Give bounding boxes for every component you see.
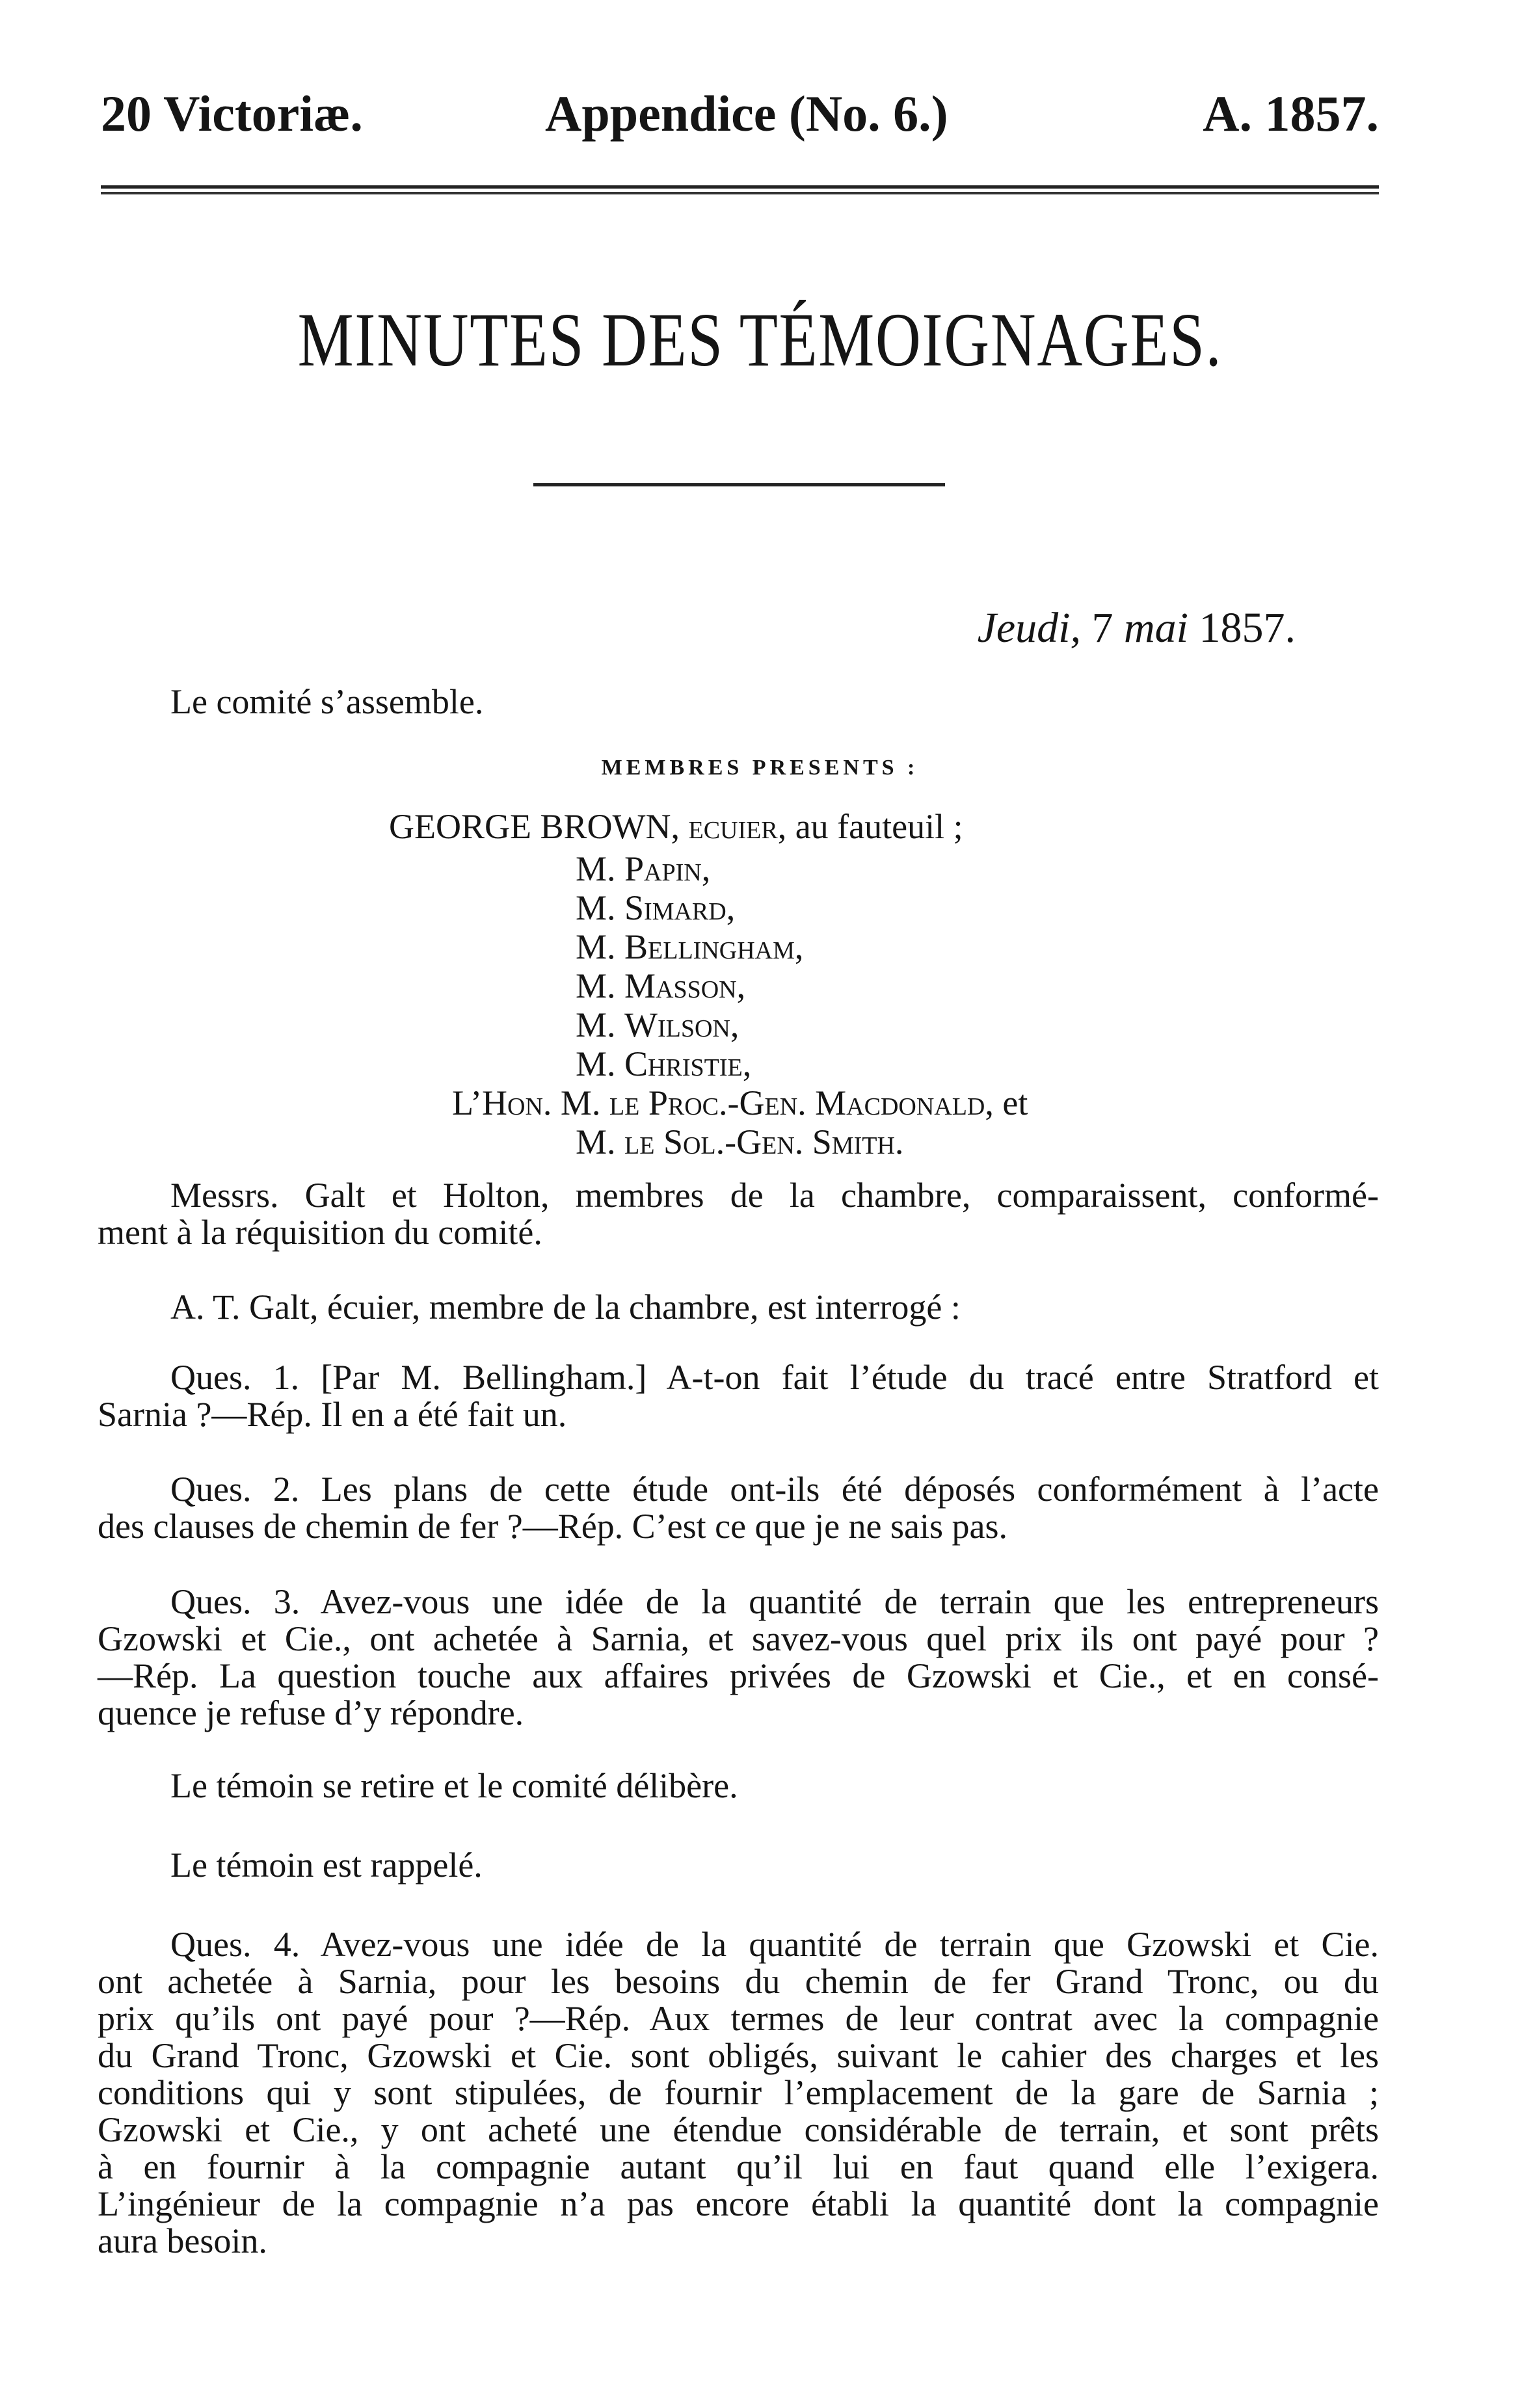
member-prefix: M. xyxy=(576,1122,616,1161)
text-line: Le témoin est rappelé. xyxy=(170,1846,483,1885)
member-name: Christie, xyxy=(624,1044,752,1083)
paragraph-witness-recalled xyxy=(98,1847,1379,1884)
member-honorific: L’Hon. xyxy=(452,1083,552,1122)
member-conjunction: et xyxy=(993,1083,1028,1122)
question-2 xyxy=(98,1471,1379,1545)
date-month: mai xyxy=(1124,604,1188,652)
text-line: du Grand Tronc, Gzowski et Cie. sont obligés, suivant le cahier des charges et les xyxy=(98,2036,1379,2075)
header-year: A. 1857. xyxy=(1203,85,1379,142)
member-entry xyxy=(452,1083,1028,1123)
text-line: prix qu’ils ont payé pour ?—Rép. Aux termes de leur contrat avec la compagnie xyxy=(98,1999,1379,2038)
date-day: Jeudi, xyxy=(977,604,1081,652)
intro-text: Le comité s’assemble. xyxy=(170,682,484,721)
member-prefix: M. xyxy=(576,1044,616,1083)
member-name: Papin, xyxy=(624,849,711,888)
member-prefix: M. xyxy=(576,849,616,888)
paragraph-witness-retires xyxy=(98,1767,1379,1805)
member-name: Bellingham, xyxy=(624,927,804,966)
member-name: Simard, xyxy=(624,888,736,927)
date-year: 1857. xyxy=(1199,604,1296,652)
member-entry xyxy=(576,966,745,1006)
text-line: conditions qui y sont stipulées, de fournir l’emplacement de la gare de Sarnia ; xyxy=(98,2073,1379,2112)
text-line: quence je refuse d’y répondre. xyxy=(98,1693,524,1732)
member-entry xyxy=(576,888,735,928)
question-4 xyxy=(98,1926,1379,2260)
text-line: des clauses de chemin de fer ?—Rép. C’est ce que je ne sais pas. xyxy=(98,1507,1007,1546)
paragraph-appearance xyxy=(98,1177,1379,1251)
member-chair xyxy=(389,806,963,847)
member-name: Wilson, xyxy=(624,1005,740,1044)
member-name: le Sol.-Gen. Smith. xyxy=(624,1122,904,1161)
text-line: Ques. 1. [Par M. Bellingham.] A-t-on fait l’étude du tracé entre Stratford et xyxy=(170,1358,1379,1397)
text-line: aura besoin. xyxy=(98,2221,267,2260)
members-heading: MEMBRES PRESENTS : xyxy=(601,756,919,780)
text-line: Messrs. Galt et Holton, membres de la chambre, comparaissent, conformé- xyxy=(170,1176,1379,1215)
text-line: ment à la réquisition du comité. xyxy=(98,1213,542,1252)
member-prefix: M. xyxy=(576,966,616,1005)
member-entry xyxy=(576,849,710,889)
member-name: Masson, xyxy=(624,966,746,1005)
member-role: , au fauteuil ; xyxy=(777,807,963,846)
member-name: GEORGE BROWN, xyxy=(389,807,680,846)
page-header xyxy=(101,85,1379,156)
member-prefix: M. xyxy=(560,1083,601,1122)
text-line: ont achetée à Sarnia, pour les besoins du chemin de fer Grand Tronc, ou du xyxy=(98,1962,1379,2001)
text-line: Le témoin se retire et le comité délibère. xyxy=(170,1766,738,1805)
text-line: à en fournir à la compagnie autant qu’il lui en faut quand elle l’exigera. xyxy=(98,2147,1379,2186)
paragraph-examination xyxy=(98,1289,1379,1326)
member-entry xyxy=(576,1122,903,1162)
title-divider xyxy=(533,483,945,486)
member-name: le Proc.-Gen. Macdonald, xyxy=(609,1083,994,1122)
text-line: Ques. 2. Les plans de cette étude ont-ils été déposés conformément à l’acte xyxy=(170,1470,1379,1509)
text-line: A. T. Galt, écuier, membre de la chambre, est interrogé : xyxy=(170,1288,961,1327)
meeting-date xyxy=(978,603,1296,653)
text-line: —Rép. La question touche aux affaires privées de Gzowski et Cie., et en consé- xyxy=(98,1656,1379,1695)
member-prefix: M. xyxy=(576,1005,616,1044)
page-title: MINUTES DES TÉMOIGNAGES. xyxy=(297,297,1223,382)
question-1 xyxy=(98,1359,1379,1433)
header-session: 20 Victoriæ. xyxy=(101,85,363,142)
member-entry xyxy=(576,1044,751,1084)
member-entry xyxy=(576,1005,739,1045)
header-appendix: Appendice (No. 6.) xyxy=(545,85,948,142)
member-prefix: M. xyxy=(576,927,616,966)
question-3 xyxy=(98,1583,1379,1732)
text-line: Ques. 3. Avez-vous une idée de la quantité de terrain que les entrepreneurs xyxy=(170,1582,1379,1621)
text-line: Gzowski et Cie., ont achetée à Sarnia, et savez-vous quel prix ils ont payé pour ? xyxy=(98,1619,1379,1658)
date-num: 7 xyxy=(1091,604,1113,652)
member-entry xyxy=(576,927,803,967)
member-prefix: M. xyxy=(576,888,616,927)
text-line: Sarnia ?—Rép. Il en a été fait un. xyxy=(98,1395,567,1434)
text-line: Ques. 4. Avez-vous une idée de la quantité de terrain que Gzowski et Cie. xyxy=(170,1925,1379,1964)
text-line: L’ingénieur de la compagnie n’a pas encore établi la quantité dont la compagnie xyxy=(98,2184,1379,2223)
header-double-rule xyxy=(101,185,1379,196)
text-line: Gzowski et Cie., y ont acheté une étendue considérable de terrain, et sont prêts xyxy=(98,2110,1379,2149)
member-title: ecuier xyxy=(688,807,778,846)
